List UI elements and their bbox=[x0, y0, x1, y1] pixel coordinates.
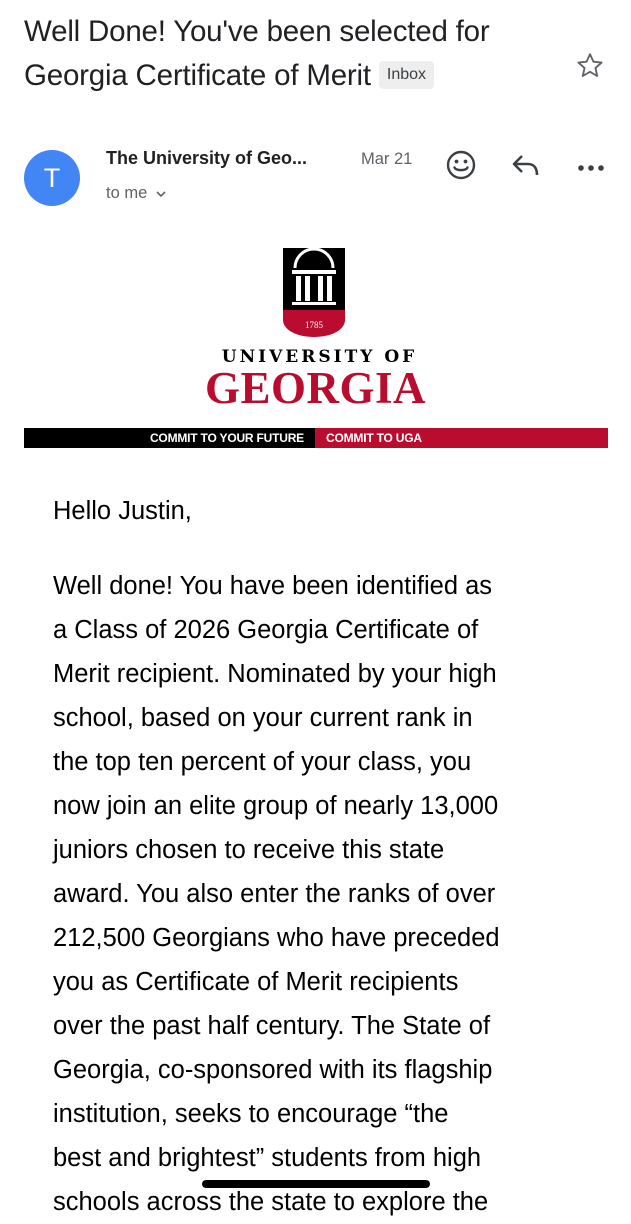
sender-avatar[interactable]: T bbox=[24, 150, 80, 206]
body-line: now join an elite group of nearly 13,000 bbox=[53, 792, 499, 820]
recipient-label: to me bbox=[106, 184, 148, 202]
home-indicator[interactable] bbox=[202, 1180, 430, 1188]
reply-icon[interactable] bbox=[510, 150, 542, 185]
body-line: over the past half century. The State of bbox=[53, 1012, 491, 1040]
email-date: Mar 21 bbox=[361, 150, 413, 168]
body-line: award. You also enter the ranks of over bbox=[53, 880, 496, 908]
crest-year: 1785 bbox=[305, 320, 323, 330]
body-line: you as Certificate of Merit recipients bbox=[53, 968, 459, 996]
more-icon[interactable] bbox=[577, 160, 605, 178]
logo-georgia: GEORGIA bbox=[204, 363, 427, 413]
body-line: Georgia, co-sponsored with its flagship bbox=[53, 1056, 493, 1084]
body-line: the top ten percent of your class, you bbox=[53, 748, 472, 776]
logo-university-of: UNIVERSITY OF bbox=[221, 347, 418, 367]
body-line: a Class of 2026 Georgia Certificate of bbox=[53, 616, 479, 644]
email-body bbox=[53, 564, 613, 1224]
body-line: Well done! You have been identified as bbox=[53, 572, 493, 600]
body-line: juniors chosen to receive this state bbox=[53, 836, 445, 864]
body-line: best and brightest” students from high bbox=[53, 1144, 482, 1172]
chevron-down-icon bbox=[154, 187, 168, 201]
subject-line-1: Well Done! You've been selected for bbox=[24, 15, 490, 48]
slogan-banner bbox=[24, 428, 608, 448]
banner-right-text: COMMIT TO UGA bbox=[315, 428, 608, 448]
email-subject bbox=[24, 10, 564, 98]
body-line: schools across the state to explore the bbox=[53, 1188, 489, 1216]
inbox-label-badge[interactable]: Inbox bbox=[379, 61, 434, 89]
body-line: Merit recipient. Nominated by your high bbox=[53, 660, 497, 688]
body-line: 212,500 Georgians who have preceded bbox=[53, 924, 500, 952]
uga-arch-logo bbox=[283, 248, 345, 343]
body-line: school, based on your current rank in bbox=[53, 704, 473, 732]
email-greeting: Hello Justin, bbox=[53, 497, 192, 525]
subject-line-2: Georgia Certificate of Merit bbox=[24, 59, 371, 92]
star-icon[interactable] bbox=[574, 50, 606, 82]
banner-left-text: COMMIT TO YOUR FUTURE bbox=[24, 428, 315, 448]
recipient-details-toggle[interactable] bbox=[106, 184, 168, 203]
sender-name[interactable]: The University of Geo... bbox=[106, 148, 308, 168]
emoji-icon[interactable] bbox=[444, 148, 478, 187]
body-line: institution, seeks to encourage “the bbox=[53, 1100, 449, 1128]
